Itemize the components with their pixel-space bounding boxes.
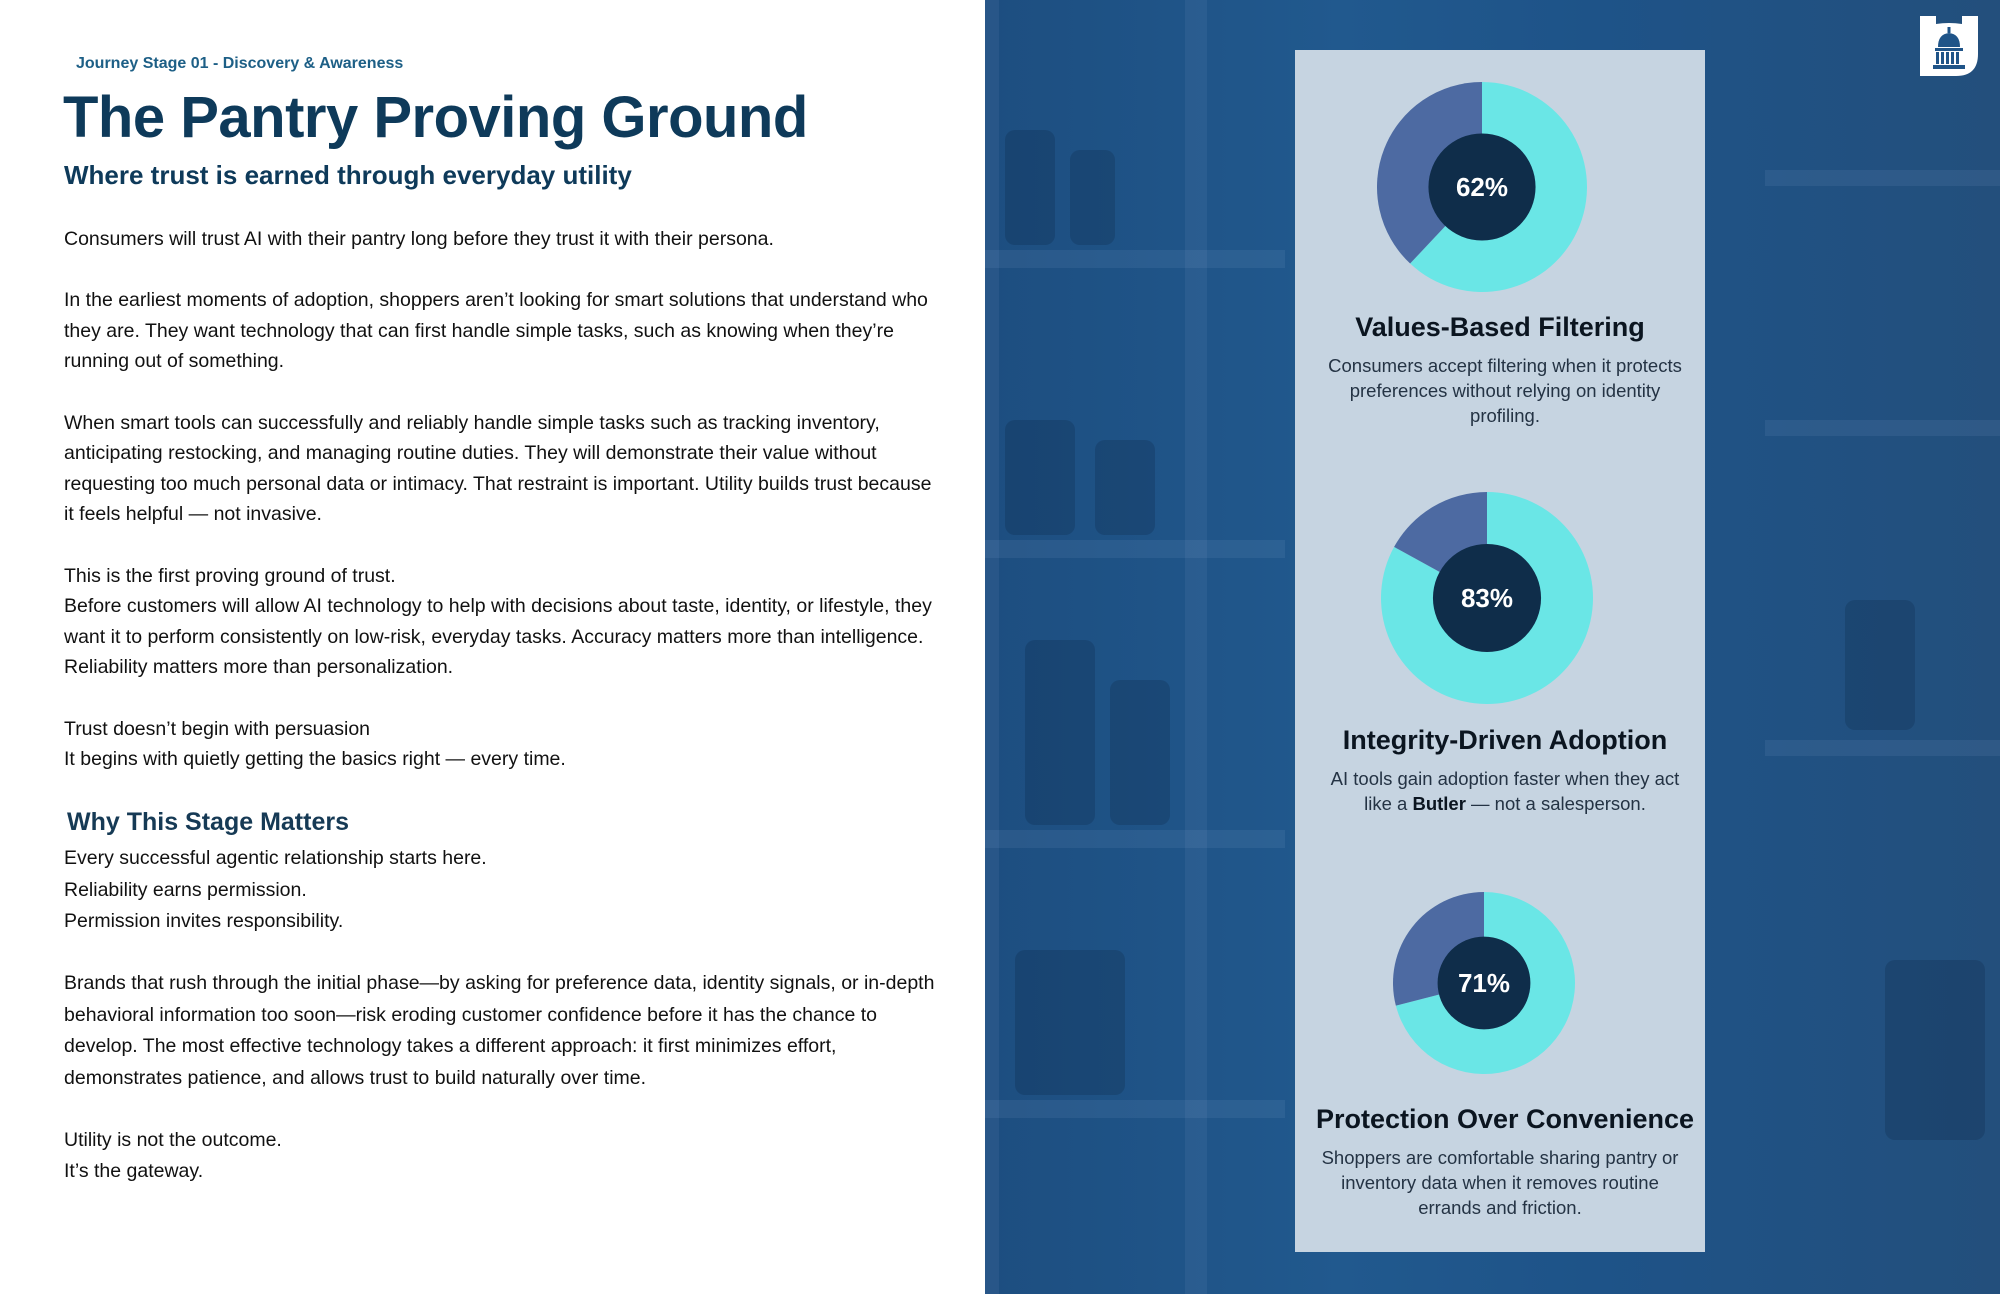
body-text: [64, 224, 944, 1219]
text-column: [0, 0, 985, 1294]
shelf-board: [985, 830, 1285, 848]
page-subtitle: Where trust is earned through everyday utility: [64, 160, 632, 190]
percent-label: 71%: [1457, 967, 1511, 998]
donut-chart-integrity-adoption: [1381, 492, 1593, 704]
paragraph-adoption: In the earliest moments of adoption, shoppers aren’t looking for smart solutions that understand who they are. They want technology that can first handle simple tasks, such as knowing when they’re running out of something.: [64, 289, 928, 373]
stat-title: Integrity-Driven Adoption: [1342, 725, 1668, 755]
stat-description-text: — not a salesperson.: [1465, 793, 1646, 814]
proving-ground-line: This is the first proving ground of trust.: [64, 564, 396, 587]
why-line: Permission invites responsibility.: [64, 910, 344, 933]
stat-description: Consumers accept filtering when it protects preferences without relying on identity profiling.: [1328, 355, 1682, 426]
paragraph-persuasion: [64, 714, 944, 775]
why-line: Reliability earns permission.: [64, 878, 307, 901]
jar-silhouette: [1845, 600, 1915, 730]
stat-description: Shoppers are comfortable sharing pantry or inventory data when it removes routine errands and friction.: [1321, 1147, 1679, 1218]
capitol-dome-icon: [1918, 14, 1980, 78]
closing-line-1: Utility is not the outcome.: [64, 1128, 282, 1151]
persuasion-line-1: Trust doesn’t begin with persuasion: [64, 717, 371, 740]
stat-title: Values-Based Filtering: [1355, 312, 1645, 342]
shelf-board: [1765, 170, 2000, 186]
stat-description: [1325, 766, 1685, 816]
counter-edge: [1765, 740, 2000, 756]
donut-chart-values-filtering: [1377, 82, 1587, 292]
jar-silhouette: [1005, 130, 1055, 245]
stat-title: Protection Over Convenience: [1315, 1104, 1695, 1134]
why-list: [64, 843, 944, 938]
shelf-board: [1765, 420, 2000, 436]
paragraph-proving-ground: [64, 561, 944, 683]
shelf-board: [985, 1100, 1285, 1118]
paragraph-brands: Brands that rush through the initial phase—by asking for preference data, identity signals, or in-depth behavioral information too soon—risk eroding customer confidence before it has the chance to develop. The most effective technology takes a different approach: it first minimizes effort, demonstrates patience, and allows trust to build naturally over time.: [64, 972, 935, 1089]
jar-silhouette: [1025, 640, 1095, 825]
why-line: Every successful agentic relationship starts here.: [64, 847, 487, 870]
stat-description-text: AI tools gain adoption faster when they act like a: [1330, 768, 1680, 814]
jar-silhouette: [1110, 680, 1170, 825]
journey-stage-label: Journey Stage 01 - Discovery & Awareness: [76, 55, 404, 72]
donut-chart-protection-convenience: [1393, 892, 1575, 1074]
basket-silhouette: [1015, 950, 1125, 1095]
basket-silhouette: [1885, 960, 1985, 1140]
closing-paragraph: [64, 1125, 944, 1188]
persuasion-line-2: It begins with quietly getting the basics right — every time.: [64, 748, 566, 771]
intro-paragraph: Consumers will trust AI with their pantry long before they trust it with their persona.: [64, 228, 774, 250]
jar-silhouette: [1070, 150, 1115, 245]
percent-label: 83%: [1460, 582, 1514, 613]
proving-ground-detail: Before customers will allow AI technology to help with decisions about taste, identity, or lifestyle, they want it to perform consistently on low-risk, everyday tasks. Accuracy matters more than intelligence. Reliability matters more than personalization.: [64, 595, 932, 679]
shelf-board: [985, 250, 1285, 268]
stat-description-emphasis: Butler: [1412, 793, 1466, 814]
paragraph-smart-tools: When smart tools can successfully and reliably handle simple tasks such as tracking inventory, anticipating restocking, and managing routine duties. They will demonstrate their value without requesting too much personal data or intimacy. That restraint is important. Utility builds trust because it feels helpful — not invasive.: [64, 411, 932, 526]
jar-silhouette: [1005, 420, 1075, 535]
shelf-board: [985, 540, 1285, 558]
closing-line-2: It’s the gateway.: [64, 1160, 204, 1183]
jar-silhouette: [1095, 440, 1155, 535]
page-title: The Pantry Proving Ground: [63, 85, 808, 150]
percent-label: 62%: [1455, 171, 1509, 202]
why-heading: Why This Stage Matters: [67, 808, 349, 837]
stats-panel: [1295, 50, 1705, 1252]
